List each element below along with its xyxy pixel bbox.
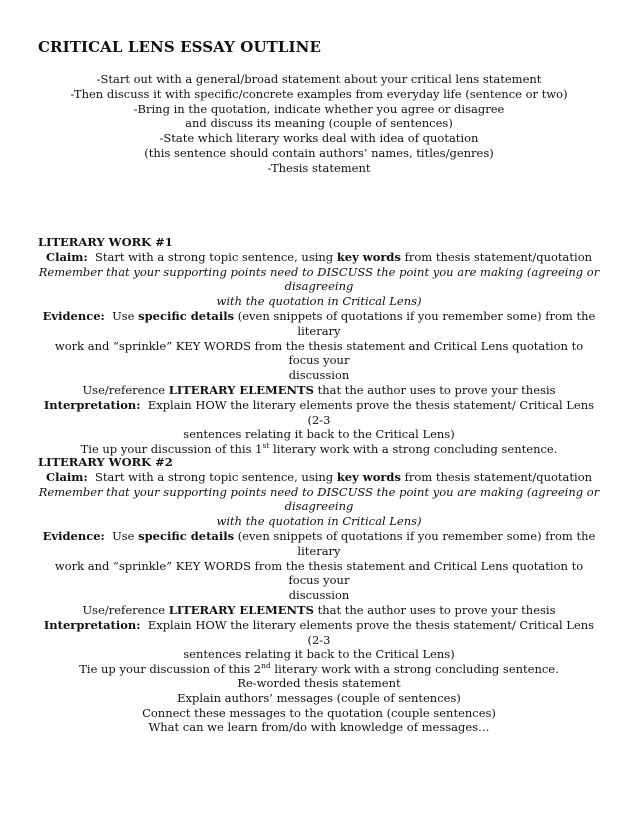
- evidence-text: (even snippets of quotations if you remember some) from the literary: [237, 308, 596, 338]
- claim-text: from thesis statement/quotation: [404, 469, 593, 484]
- use-text: that the author uses to prove your thesis: [317, 382, 556, 397]
- evidence-text: (even snippets of quotations if you remember some) from the literary: [237, 528, 596, 558]
- intro-line: and discuss its meaning (couple of sentences): [185, 116, 453, 131]
- introduction-section: [40, 72, 598, 176]
- ordinal-suffix: nd: [261, 661, 271, 671]
- claim-label: Claim:: [45, 469, 88, 484]
- literary-elements-text: LITERARY ELEMENTS: [168, 602, 314, 617]
- evidence-text: Use: [112, 308, 135, 323]
- claim-text: Start with a strong topic sentence, using: [95, 249, 334, 264]
- evidence-line: [38, 529, 600, 559]
- interpretation-line: sentences relating it back to the Critical Lens): [183, 647, 455, 662]
- intro-line: -Bring in the quotation, indicate whether you agree or disagree: [133, 101, 505, 116]
- interpretation-line: [38, 618, 600, 648]
- claim-line: [38, 250, 600, 265]
- use-text: that the author uses to prove your thesis: [317, 602, 556, 617]
- literary-elements-line: [38, 383, 600, 398]
- evidence-line: discussion: [288, 588, 350, 603]
- reminder-line: Remember that your supporting points need to DISCUSS the point you are making (agreeing or disagreeing: [38, 484, 600, 514]
- interpretation-line: sentences relating it back to the Critical Lens): [183, 427, 455, 442]
- reminder-line: Remember that your supporting points need to DISCUSS the point you are making (agreeing or disagreeing: [38, 264, 600, 294]
- evidence-specific-details: specific details: [138, 528, 235, 543]
- conclusion-section: [40, 676, 598, 735]
- use-text: Use/reference: [82, 602, 166, 617]
- interpretation-text: Explain HOW the literary elements prove the thesis statement/ Critical Lens (2-3: [147, 617, 595, 647]
- evidence-text: Use: [112, 528, 135, 543]
- evidence-line: discussion: [288, 368, 350, 383]
- intro-line: -Then discuss it with specific/concrete examples from everyday life (sentence or two): [70, 86, 568, 101]
- tie-up-text: literary work with a strong concluding sentence.: [274, 662, 559, 677]
- claim-label: Claim:: [45, 249, 88, 264]
- claim-text: from thesis statement/quotation: [404, 249, 593, 264]
- interpretation-text: Explain HOW the literary elements prove the thesis statement/ Critical Lens (2-3: [147, 397, 595, 427]
- literary-work-1-section: [38, 235, 600, 457]
- intro-line: -Thesis statement: [267, 160, 371, 175]
- conclusion-line: Re-worded thesis statement: [237, 676, 401, 690]
- tie-up-text: Tie up your discussion of this 2: [79, 662, 262, 677]
- reminder-line: with the quotation in Critical Lens): [216, 514, 422, 529]
- literary-work-2-section: [38, 455, 600, 677]
- page-title: CRITICAL LENS ESSAY OUTLINE: [38, 38, 321, 56]
- evidence-line: work and “sprinkle” KEY WORDS from the thesis statement and Critical Lens quotation to focus your: [54, 558, 584, 588]
- claim-line: [38, 470, 600, 485]
- conclusion-line: Connect these messages to the quotation (couple sentences): [142, 705, 496, 720]
- evidence-specific-details: specific details: [138, 308, 235, 323]
- claim-text: Start with a strong topic sentence, using: [95, 469, 334, 484]
- interpretation-label: Interpretation:: [43, 397, 141, 412]
- evidence-line: work and “sprinkle” KEY WORDS from the thesis statement and Critical Lens quotation to focus your: [54, 338, 584, 368]
- tie-up-text: Tie up your discussion of this 1: [80, 442, 263, 457]
- intro-line: -State which literary works deal with idea of quotation: [159, 131, 479, 146]
- evidence-label: Evidence:: [42, 308, 105, 323]
- conclusion-line: What can we learn from/do with knowledge of messages…: [148, 720, 490, 735]
- tie-up-line: [38, 662, 600, 677]
- reminder-line: with the quotation in Critical Lens): [216, 294, 422, 309]
- conclusion-line: Explain authors’ messages (couple of sentences): [177, 690, 461, 705]
- tie-up-text: literary work with a strong concluding sentence.: [273, 442, 558, 457]
- section-heading: LITERARY WORK #1: [38, 235, 173, 249]
- claim-keywords: key words: [336, 469, 401, 484]
- literary-elements-text: LITERARY ELEMENTS: [168, 382, 314, 397]
- ordinal-suffix: st: [262, 441, 270, 451]
- interpretation-label: Interpretation:: [43, 617, 141, 632]
- section-heading: LITERARY WORK #2: [38, 455, 173, 469]
- interpretation-line: [38, 398, 600, 428]
- intro-line: -Start out with a general/broad statement about your critical lens statement: [96, 72, 542, 86]
- claim-keywords: key words: [336, 249, 401, 264]
- evidence-label: Evidence:: [42, 528, 105, 543]
- intro-line: (this sentence should contain authors’ names, titles/genres): [144, 145, 494, 160]
- evidence-line: [38, 309, 600, 339]
- use-text: Use/reference: [82, 382, 166, 397]
- literary-elements-line: [38, 603, 600, 618]
